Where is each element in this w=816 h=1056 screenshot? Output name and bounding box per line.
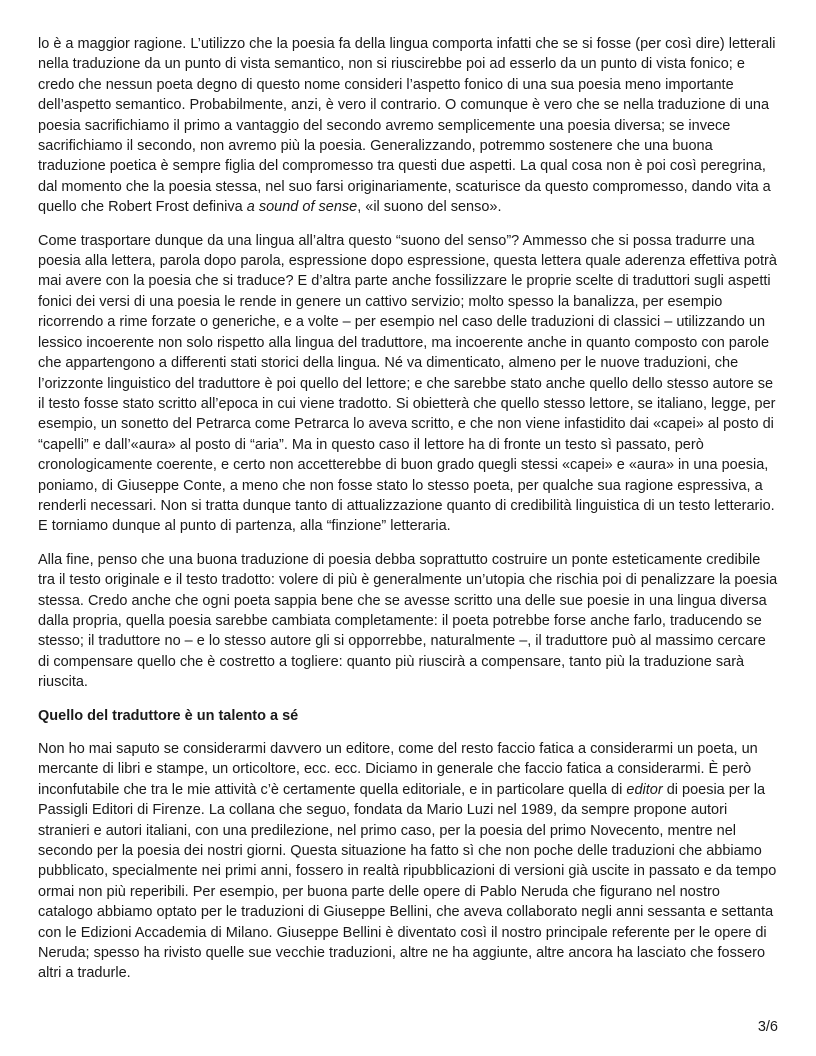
paragraph-1-italic-quote: a sound of sense [246,199,358,216]
paragraph-2: Come trasportare dunque da una lingua all’altra questo “suono del senso”? Ammesso che si possa tradurre una poesia alla lettera, parola dopo parola, espressione dopo espressione, questa lettera quale aderenza effettiva potrà mai avere con la poesia che si traduce? E d’altra parte anche fossilizzare le proprie scelte di traduttori sugli aspetti fonici dei versi di una poesia le rende in genere un cattivo servizio; molto spesso la banalizza, per esempio ricorrendo a rime forzate o generiche, e a volte – per esempio nel caso delle traduzioni di classici – utilizzando un lessico incoerente non solo rispetto alla lingua del traduttore, ma incoerente anche in quanto composto con parole che appartengono a differenti stati storici della lingua. Né va dimenticato, almeno per le nuove traduzioni, che l’orizzonte linguistico del traduttore è poi quello del lettore; e che sarebbe stato anche quello dello stesso autore se il testo fosse stato scritto all’epoca in cui viene tradotto. Si obietterà che quello stesso lettore, se italiano, legge, per esempio, un sonetto del Petrarca come Petrarca lo aveva scritto, e che non viene infastidito dai «capei» al posto di “capelli” e dall’«aura» al posto di “aria”. Ma in questo caso il lettore ha di fronte un testo sì passato, però cronologicamente coerente, e certo non accetterebbe di buon grado quegli stessi «capei» e «aura» in una poesia, poniamo, di Giuseppe Conte, a meno che non fosse stato lo stesso poeta, per qualche sua ragione espressiva, a renderli necessari. Non si tratta dunque tanto di attualizzazione quanto di credibilità linguistica di un testo letterario. E torniamo dunque al punto di partenza, alla “finzione” letteraria. [38,232,777,535]
section-heading: Quello del traduttore è un talento a sé [38,707,299,724]
paragraph-4-italic-editor: editor [626,781,663,798]
document-body [38,34,778,997]
paragraph-1-text-end: , «il suono del senso». [357,199,502,216]
paragraph-1-text: lo è a maggior ragione. L’utilizzo che la poesia fa della lingua comporta infatti che se si fosse (per così dire) letterali nella traduzione da un punto di vista semantico, non si riuscirebbe poi ad esserlo da un punto di vista fonico; e credo che nessun poeta degno di questo nome consideri l’aspetto fonico di una sua poesia meno importante dell’aspetto semantico. Probabilmente, anzi, è vero il contrario. O comunque è vero che se nella traduzione di una poesia sacrifichiamo il primo a vantaggio del secondo avremo semplicemente una poesia diversa; se invece sacrifichiamo il secondo, non avremo più la poesia. Generalizzando, potremmo sostenere che una buona traduzione poetica è sempre figlia del compromesso tra questi due aspetti. La qual cosa non è poi così peregrina, dal momento che la poesia stessa, nel suo farsi originariamente, scaturisce da questo compromesso, dando vita a quello che Robert Frost definiva [38,36,776,216]
paragraph-1 [38,34,778,218]
page-number: 3/6 [757,1019,778,1035]
paragraph-4-text: Non ho mai saputo se considerarmi davvero un editore, come del resto faccio fatica a considerarmi un poeta, un mercante di libri e stampe, un orticoltore, ecc. ecc. Diciamo in generale che faccio fatica a considerarmi. È però inconfutabile che tra le mie attività c’è certamente quella editoriale, e in particolare quella di [38,741,758,798]
paragraph-3: Alla fine, penso che una buona traduzione di poesia debba soprattutto costruire un ponte esteticamente credibile tra il testo originale e il testo tradotto: volere di più è generalmente un’utopia che rischia poi di penalizzare la poesia stessa. Credo anche che ogni poeta sappia bene che se avesse scritto una delle sue poesie in una lingua diversa dalla propria, quella poesia sarebbe cambiata completamente: il poeta potrebbe forse anche farlo, traducendo se stesso; il traduttore no – e lo stesso autore gli si opporrebbe, naturalmente –, il traduttore può al massimo cercare di compensare quello che è costretto a togliere: quanto più riuscirà a compensare, tanto più la traduzione sarà riuscita. [38,551,778,691]
paragraph-4 [38,739,778,984]
paragraph-4-text-end: di poesia per la Passigli Editori di Firenze. La collana che seguo, fondata da Mario Luzi nel 1989, da sempre propone autori stranieri e autori italiani, con una predilezione, nel primo caso, per la poesia del primo Novecento, mentre nel secondo per la poesia dei nostri giorni. Questa situazione ha fatto sì che non poche delle traduzioni che abbiamo pubblicato, specialmente nei primi anni, fossero in realtà ripubblicazioni di versioni già uscite in passato e da tempo ormai non più reperibili. Per esempio, per buona parte delle opere di Pablo Neruda che figurano nel nostro catalogo abbiamo optato per le traduzioni di Giuseppe Bellini, che aveva collaborato negli anni sessanta e settanta con le Edizioni Accademia di Milano. Giuseppe Bellini è diventato così il nostro principale referente per le opere di Neruda; spesso ha rivisto quelle sue vecchie traduzioni, altre ne ha aggiunte, altre ancora ha lasciato che fossero altri a tradurle. [38,781,777,982]
